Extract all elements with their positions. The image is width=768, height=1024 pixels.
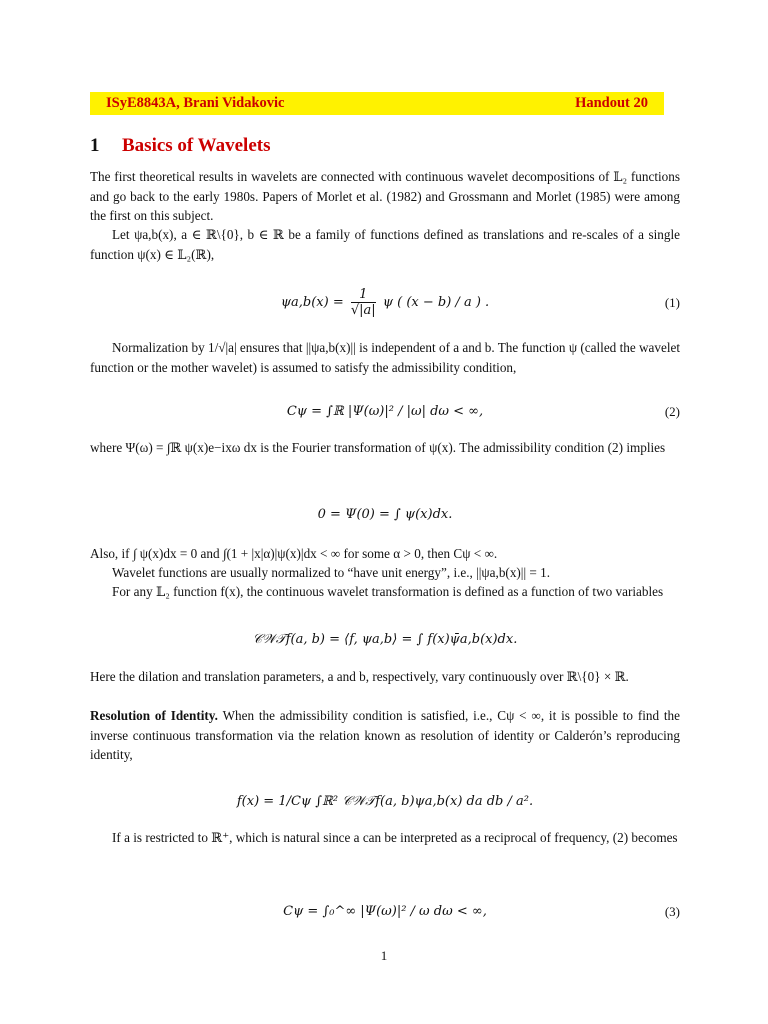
equation-6-tag: (3) [664, 904, 680, 919]
course-author: ISyE8843A, Brani Vidakovic [106, 95, 285, 111]
header-bar [90, 92, 664, 115]
resolution-heading: Resolution of Identity. [90, 708, 218, 723]
paragraph-parameters: Here the dilation and translation parameters, a and b, respectively, vary continuously over ℝ\{0} × ℝ. [90, 669, 629, 684]
section-heading [90, 135, 270, 157]
handout-number: Handout 20 [575, 95, 648, 111]
paragraph-also: Also, if ∫ ψ(x)dx = 0 and ∫(1 + |x|α)|ψ(x)|dx < ∞ for some α > 0, then Cψ < ∞. [90, 546, 498, 561]
page-number: 1 [380, 948, 388, 963]
equation-3: 0 = Ψ(0) = ∫ ψ(x)dx. [317, 507, 453, 522]
paragraph-cwt: For any 𝕃₂ function f(x), the continuous wavelet transformation is defined as a function of two variables [112, 584, 664, 599]
equation-6: Cψ = ∫₀^∞ |Ψ(ω)|² / ω dω < ∞, (3) [283, 904, 680, 919]
paragraph-intro: The first theoretical results in wavelets are connected with continuous wavelet decompositions of 𝕃₂ functions and go back to the early 1980s. Papers of Morlet et al. (1982) and Grossmann and Morlet (1985) were among the first on this subject. [90, 169, 680, 223]
equation-2: Cψ = ∫ℝ |Ψ(ω)|² / |ω| dω < ∞, (2) [286, 404, 680, 419]
paragraph-unit-energy: Wavelet functions are usually normalized to “have unit energy”, i.e., ||ψa,b(x)|| = 1. [112, 565, 551, 580]
paragraph-restricted: If a is restricted to ℝ⁺, which is natural since a can be interpreted as a reciprocal of frequency, (2) becomes [112, 830, 678, 845]
equation-4: 𝒞𝒲𝒯f(a, b) = ⟨f, ψa,b⟩ = ∫ f(x)ψ̄a,b(x)dx. [252, 632, 518, 647]
equation-1: ψa,b(x) = $\frac{1}{√|a|}$ ψ ( (x − b) / a ) . (1) [280, 287, 680, 318]
paragraph-family: Let ψa,b(x), a ∈ ℝ\{0}, b ∈ ℝ be a family of functions defined as translations and re-scales of a single function ψ(x) ∈ 𝕃₂(ℝ), [90, 227, 680, 262]
equation-5: f(x) = 1/Cψ ∫ℝ² 𝒞𝒲𝒯f(a, b)ψa,b(x) da db / a². [236, 794, 534, 809]
paragraph-normalization: Normalization by 1/√|a| ensures that ||ψa,b(x)|| is independent of a and b. The function ψ (called the wavelet function or the mother wavelet) is assumed to satisfy the admissibility condition, [90, 340, 680, 375]
paragraph-resolution: Resolution of Identity. When the admissibility condition is satisfied, i.e., Cψ < ∞, it is possible to find the inverse continuous transformation via the relation known as resolution of identity or Calderón’s reproducing identity, [90, 708, 680, 762]
equation-2-tag: (2) [664, 404, 680, 419]
section-number: 1 [90, 135, 100, 156]
section-title: Basics of Wavelets [122, 135, 271, 156]
equation-1-tag: (1) [664, 295, 680, 310]
paragraph-fourier: where Ψ(ω) = ∫ℝ ψ(x)e−ixω dx is the Fourier transformation of ψ(x). The admissibility condition (2) implies [90, 440, 666, 455]
